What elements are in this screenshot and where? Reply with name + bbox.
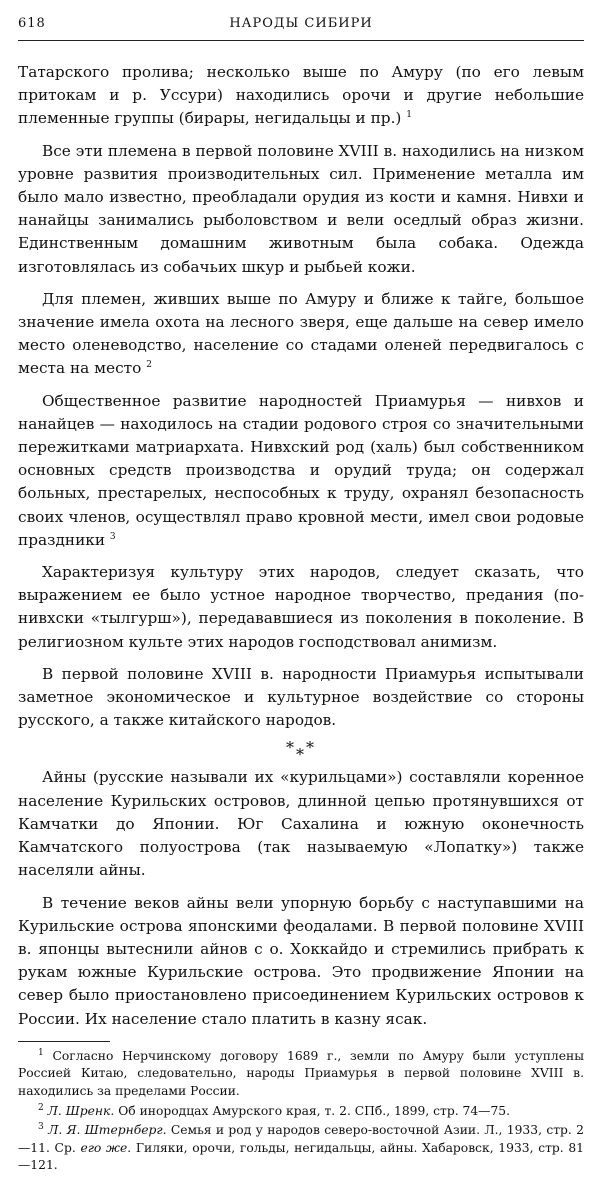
paragraph: Все эти племена в первой половине XVIII в. находились на низком уровне развития производительных сил. Применение металла им было мало известно, преобладали орудия из кости и камня. Нивхи и нанайцы занимались рыболовством и вели оседлый образ жизни. Единственным домашним животным была собака. Одежда изготовлялась из собачьих шкур и рыбьей кожи. [18,141,584,276]
footnote-ref[interactable]: 2 [146,360,152,371]
asterisk: * [286,738,296,758]
asterisk: * [296,745,306,765]
footnote: $^2$ Л. Шренк. Об инородцах Амурского края, т. 2. СПб., 1899, стр. 74—75. [38,1102,511,1118]
footnotes [18,1048,584,1175]
running-title: НАРОДЫ СИБИРИ [229,16,373,31]
paragraph: Татарского пролива; несколько выше по Амуру (по его левым притокам и р. Уссури) находились орочи и другие небольшие племенные группы (бирары, негидальцы и пр.) $^1$ [18,63,584,128]
footnote-ref[interactable]: 1 [406,110,412,121]
paragraph: В течение веков айны вели упорную борьбу с наступавшими на Курильские острова японскими феодалами. В первой половине XVIII в. японцы вытеснили айнов с о. Хоккайдо и стремились прибрать к рукам южные Курильские острова. Это продвижение Японии на север было приостановлено присоединением Курильских островов к России. Их население стало платить в казну ясак. [18,893,584,1028]
footnote: $^1$ Согласно Нерчинскому договору 1689 г., земли по Амуру были уступлены Россией Китаю, следовательно, народы Приамурья в первой половине XVIII в. находились за пределами России. [18,1047,584,1098]
section-separator [18,738,584,765]
footnote-ref[interactable]: 3 [109,531,116,542]
page-number: 618 [18,16,46,31]
paragraph: Айны (русские называли их «курильцами») составляли коренное население Курильских островов, длинной цепью протянувшихся от Камчатки до Японии. Юг Сахалина и южную оконечность Камчатского полуострова (так называемую «Лопатку») также населяли айны. [18,768,584,880]
paragraph: Общественное развитие народностей Приамурья — нивхов и нанайцев — находилось на стадии родового строя со значительными пережитками матриархата. Нивхский род (халь) был собственником основных средств производства и орудий труда; он содержал больных, престарелых, неспособных к труду, охранял безопасность своих членов, осуществлял право кровной мести, имел свои родовые праздники $^3$ [18,391,584,549]
book-page [18,14,584,1177]
paragraph: Для племен, живших выше по Амуру и ближе к тайге, большое значение имела охота на лесного зверя, еще дальше на север имело место оленеводство, население со стадами оленей передвигалось с места на место $^2$ [18,289,584,378]
footnote-divider [18,1041,110,1042]
page-header [18,14,584,41]
paragraph: Характеризуя культуру этих народов, следует сказать, что выражением ее было устное народное творчество, предания (по-нивхски «тылгурш»), передававшиеся из поколения в поколение. В религиозном культе этих народов господствовал анимизм. [18,563,584,651]
paragraph: В первой половине XVIII в. народности Приамурья испытывали заметное экономическое и культурное воздействие со стороны русского, а также китайского народов. [18,664,584,730]
body-text [18,61,584,1031]
asterisk: * [306,738,316,758]
footnote: $^3$ Л. Я. Штернберг. Семья и род у народов северо-восточной Азии. Л., 1933, стр. 2—11. Ср. его же. Гиляки, орочи, гольды, негидальцы, айны. Хабаровск, 1933, стр. 81—121. [18,1122,584,1173]
